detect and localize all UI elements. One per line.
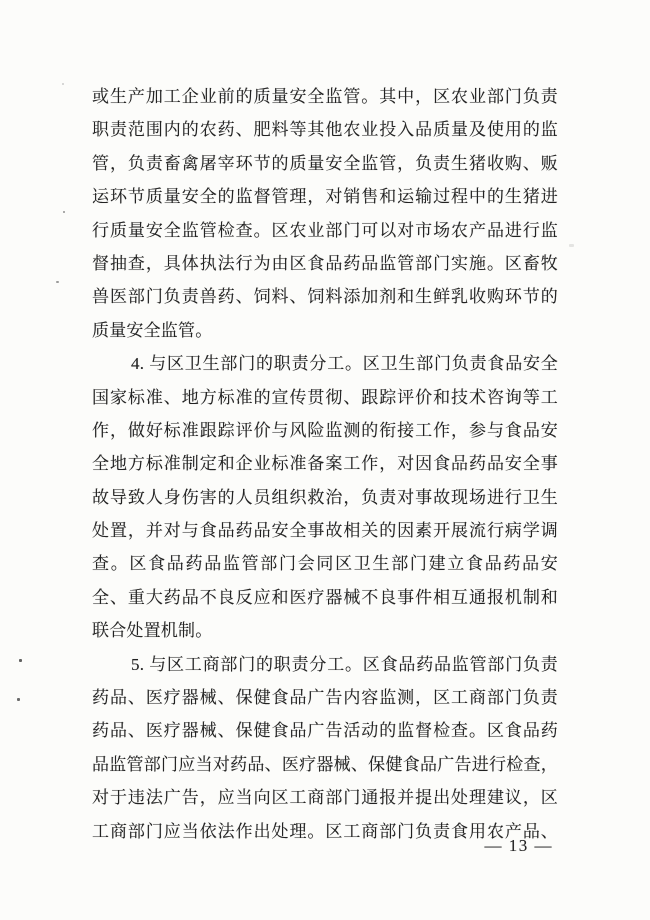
text-line: 查。区食品药品监管部门会同区卫生部门建立食品药品安 xyxy=(92,554,558,574)
page-number: — 13 — xyxy=(484,836,553,855)
document-body xyxy=(92,80,558,848)
text-line: 品监管部门应当对药品、医疗器械、保健食品广告进行检查， xyxy=(92,754,558,774)
text-line: 联合处置机制。 xyxy=(92,621,213,641)
text-line: 药品、医疗器械、保健食品广告活动的监督检查。区食品药 xyxy=(92,721,558,741)
text-line: 对于违法广告，应当向区工商部门通报并提出处理建议，区 xyxy=(92,788,558,808)
text-line: 或生产加工企业前的质量安全监管。其中，区农业部门负责 xyxy=(92,87,558,106)
text-line: 质量安全监管。 xyxy=(92,320,213,340)
scan-speck xyxy=(56,281,59,283)
text-line: 职责范围内的农药、肥料等其他农业投入品质量及使用的监 xyxy=(92,120,558,140)
text-line: 4. 与区卫生部门的职责分工。区卫生部门负责食品安全 xyxy=(131,354,558,374)
text-line: 行质量安全监管检查。区农业部门可以对市场农产品进行监 xyxy=(92,220,558,240)
scan-speck xyxy=(19,659,22,662)
text-line: 兽医部门负责兽药、饲料、饲料添加剂和生鲜乳收购环节的 xyxy=(92,287,558,307)
text-line: 5. 与区工商部门的职责分工。区食品药品监管部门负责 xyxy=(131,654,558,674)
text-line: 管，负责畜禽屠宰环节的质量安全监管，负责生猪收购、贩 xyxy=(92,153,558,173)
text-line: 全、重大药品不良反应和医疗器械不良事件相互通报机制和 xyxy=(92,587,558,607)
scan-speck xyxy=(62,83,64,85)
text-line: 药品、医疗器械、保健食品广告内容监测，区工商部门负责 xyxy=(92,688,558,708)
text-line: 作，做好标准跟踪评价与风险监测的衔接工作，参与食品安 xyxy=(92,420,558,440)
scan-speck xyxy=(17,698,20,701)
text-line: 运环节质量安全的监督管理，对销售和运输过程中的生猪进 xyxy=(92,187,558,207)
scan-speck xyxy=(569,244,574,247)
scan-speck xyxy=(63,211,65,213)
text-line: 全地方标准制定和企业标准备案工作，对因食品药品安全事 xyxy=(92,454,558,474)
text-line: 督抽查，具体执法行为由区食品药品监管部门实施。区畜牧 xyxy=(92,253,558,273)
text-line: 处置，并对与食品药品安全事故相关的因素开展流行病学调 xyxy=(92,521,558,541)
text-line: 国家标准、地方标准的宣传贯彻、跟踪评价和技术咨询等工 xyxy=(92,387,558,407)
text-line: 故导致人身伤害的人员组织救治，负责对事故现场进行卫生 xyxy=(92,487,558,507)
text-line: 工商部门应当依法作出处理。区工商部门负责食用农产品、 xyxy=(92,821,558,841)
